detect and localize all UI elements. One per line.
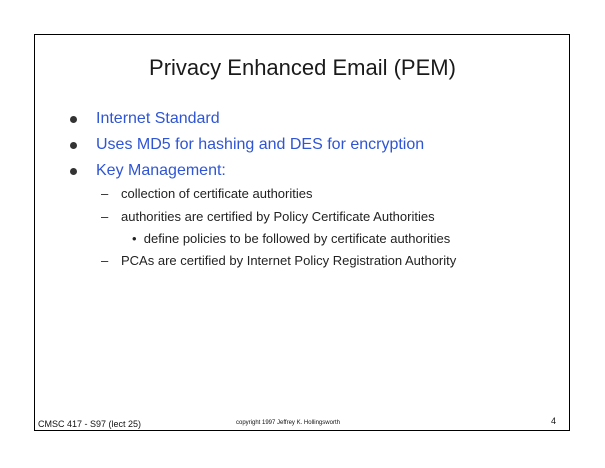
bullet-dot-icon (70, 142, 77, 149)
dash-mark: – (101, 209, 109, 224)
sub-bullet-item (132, 231, 450, 246)
bullet-dot-icon (70, 168, 77, 175)
dash-text: authorities are certified by Policy Certificate Authorities (121, 209, 435, 224)
dash-item (101, 209, 435, 224)
footer-copyright: copyright 1997 Jeffrey K. Hollingsworth (236, 420, 340, 426)
page-number: 4 (551, 416, 557, 426)
slide-title: Privacy Enhanced Email (PEM) (149, 55, 456, 80)
dash-mark: – (101, 253, 109, 268)
bullet-text: Uses MD5 for hashing and DES for encryption (96, 136, 425, 153)
sub-bullet-text: define policies to be followed by certificate authorities (143, 231, 451, 246)
sub-bullet-mark: • (132, 231, 137, 246)
bullet-text: Key Management: (96, 162, 226, 179)
bullet-dot-icon (70, 116, 77, 123)
bullet-text: Internet Standard (96, 110, 220, 127)
dash-text: collection of certificate authorities (121, 186, 313, 201)
dash-mark: – (101, 186, 109, 201)
footer-course: CMSC 417 - S97 (lect 25) (38, 419, 142, 429)
dash-item (101, 186, 312, 201)
dash-item (101, 253, 456, 268)
dash-text: PCAs are certified by Internet Policy Registration Authority (121, 253, 457, 268)
